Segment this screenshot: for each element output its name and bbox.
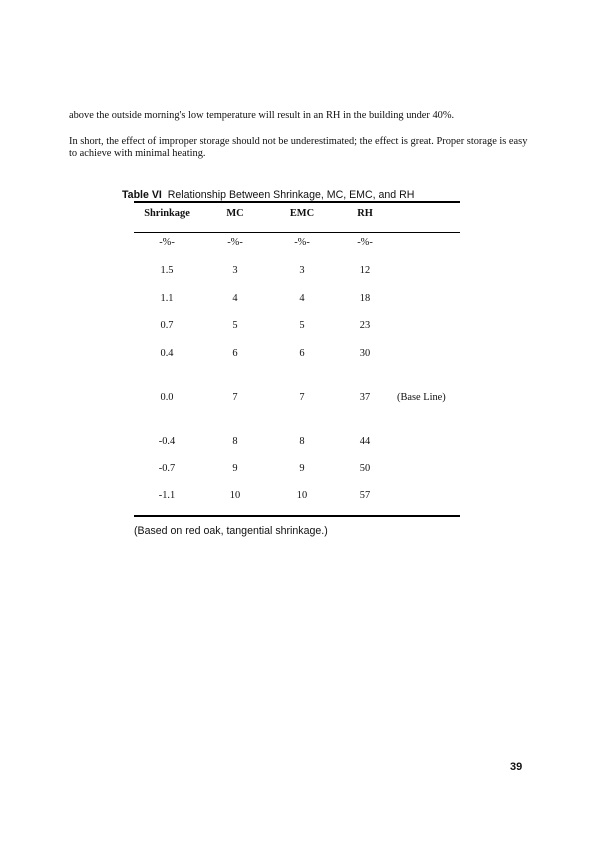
table-cell: -%- (227, 237, 243, 248)
table-label: Table VI (122, 189, 162, 201)
table-cell: 8 (232, 436, 238, 447)
table-cell: 30 (359, 348, 371, 359)
table-cell: 5 (232, 320, 238, 331)
table-cell: 9 (299, 463, 305, 474)
table-cell: 4 (232, 293, 238, 304)
table-cell: 57 (359, 490, 371, 501)
column-header-mc: MC (226, 208, 244, 219)
table-title: Relationship Between Shrinkage, MC, EMC, and RH (167, 189, 415, 201)
table-cell: 1.5 (160, 265, 174, 276)
table-cell: 0.7 (160, 320, 174, 331)
table-cell: -0.4 (158, 436, 176, 447)
column-header-rh: RH (357, 208, 373, 219)
table-cell: 7 (232, 392, 238, 403)
table-cell: -%- (294, 237, 310, 248)
table-cell: 0.4 (160, 348, 174, 359)
table-cell: -1.1 (158, 490, 176, 501)
paragraph-2: In short, the effect of improper storage should not be underestimated; the effect is great. Proper storage is easy to achieve with minimal heating. (69, 136, 528, 160)
table-header-rule (134, 232, 460, 233)
table-footnote: (Based on red oak, tangential shrinkage.) (134, 525, 328, 537)
table-cell: -%- (159, 237, 175, 248)
table-cell: 18 (359, 293, 371, 304)
table-cell: 10 (229, 490, 241, 501)
table-cell: 12 (359, 265, 371, 276)
table-cell: 7 (299, 392, 305, 403)
table-cell: 3 (232, 265, 238, 276)
table-cell: 6 (299, 348, 305, 359)
column-header-shrinkage: Shrinkage (144, 208, 190, 219)
table-cell: 37 (359, 392, 371, 403)
table-cell: 44 (359, 436, 371, 447)
table-cell: -0.7 (158, 463, 176, 474)
table-cell: 0.0 (160, 392, 174, 403)
column-header-emc: EMC (289, 208, 315, 219)
table-cell: 23 (359, 320, 371, 331)
table-caption (122, 189, 414, 201)
table-cell: 5 (299, 320, 305, 331)
table-cell: 1.1 (160, 293, 174, 304)
table-bottom-rule (134, 515, 460, 517)
table-cell: 6 (232, 348, 238, 359)
table-cell: 50 (359, 463, 371, 474)
table-cell: 8 (299, 436, 305, 447)
table-cell: 3 (299, 265, 305, 276)
table-cell: 10 (296, 490, 308, 501)
paragraph-1: above the outside morning's low temperature will result in an RH in the building under 40%. (69, 110, 455, 121)
table-cell: 4 (299, 293, 305, 304)
table-cell: 9 (232, 463, 238, 474)
table-row-note: (Base Line) (397, 392, 446, 403)
page-number: 39 (510, 761, 523, 773)
table-top-rule (134, 201, 460, 203)
table-cell: -%- (357, 237, 373, 248)
